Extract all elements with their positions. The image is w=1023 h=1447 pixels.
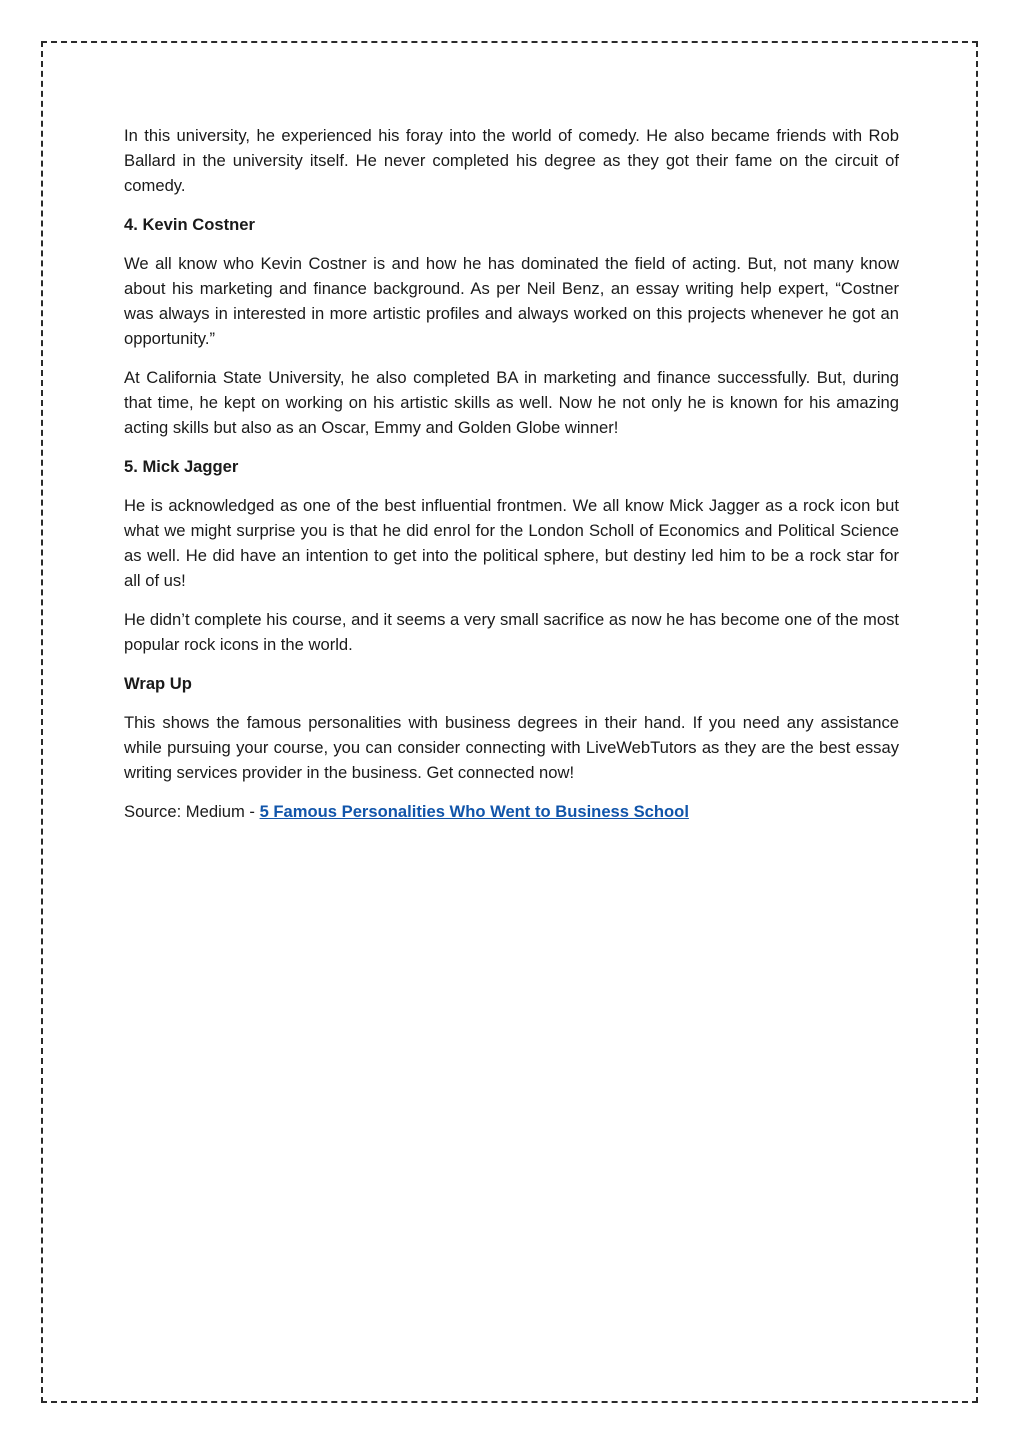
source-prefix: Source: Medium - — [124, 802, 260, 821]
paragraph: He didn’t complete his course, and it seems a very small sacrifice as now he has become one of the most popular rock icons in the world. — [124, 610, 899, 654]
source-line — [124, 799, 899, 824]
section-heading-mick-jagger: 5. Mick Jagger — [124, 457, 239, 476]
document-body — [124, 123, 899, 838]
paragraph: We all know who Kevin Costner is and how he has dominated the field of acting. But, not many know about his marketing and finance background. As per Neil Benz, an essay writing help expert, “Costner was always in interested in more artistic profiles and always worked on this projects whenever he got an opportunity.” — [124, 254, 899, 348]
paragraph: This shows the famous personalities with business degrees in their hand. If you need any assistance while pursuing your course, you can consider connecting with LiveWebTutors as they are the best essay writing services provider in the business. Get connected now! — [124, 713, 899, 782]
section-heading-kevin-costner: 4. Kevin Costner — [124, 215, 255, 234]
paragraph: At California State University, he also completed BA in marketing and finance successfully. But, during that time, he kept on working on his artistic skills as well. Now he not only he is known for his amazing acting skills but also as an Oscar, Emmy and Golden Globe winner! — [124, 368, 899, 437]
source-link[interactable]: 5 Famous Personalities Who Went to Business School — [259, 802, 689, 821]
intro-paragraph: In this university, he experienced his foray into the world of comedy. He also became friends with Rob Ballard in the university itself. He never completed his degree as they got their fame on the circuit of comedy. — [124, 126, 899, 195]
section-heading-wrap-up: Wrap Up — [124, 674, 192, 693]
paragraph: He is acknowledged as one of the best influential frontmen. We all know Mick Jagger as a rock icon but what we might surprise you is that he did enrol for the London Scholl of Economics and Political Science as well. He did have an intention to get into the political sphere, but destiny led him to be a rock star for all of us! — [124, 496, 899, 590]
